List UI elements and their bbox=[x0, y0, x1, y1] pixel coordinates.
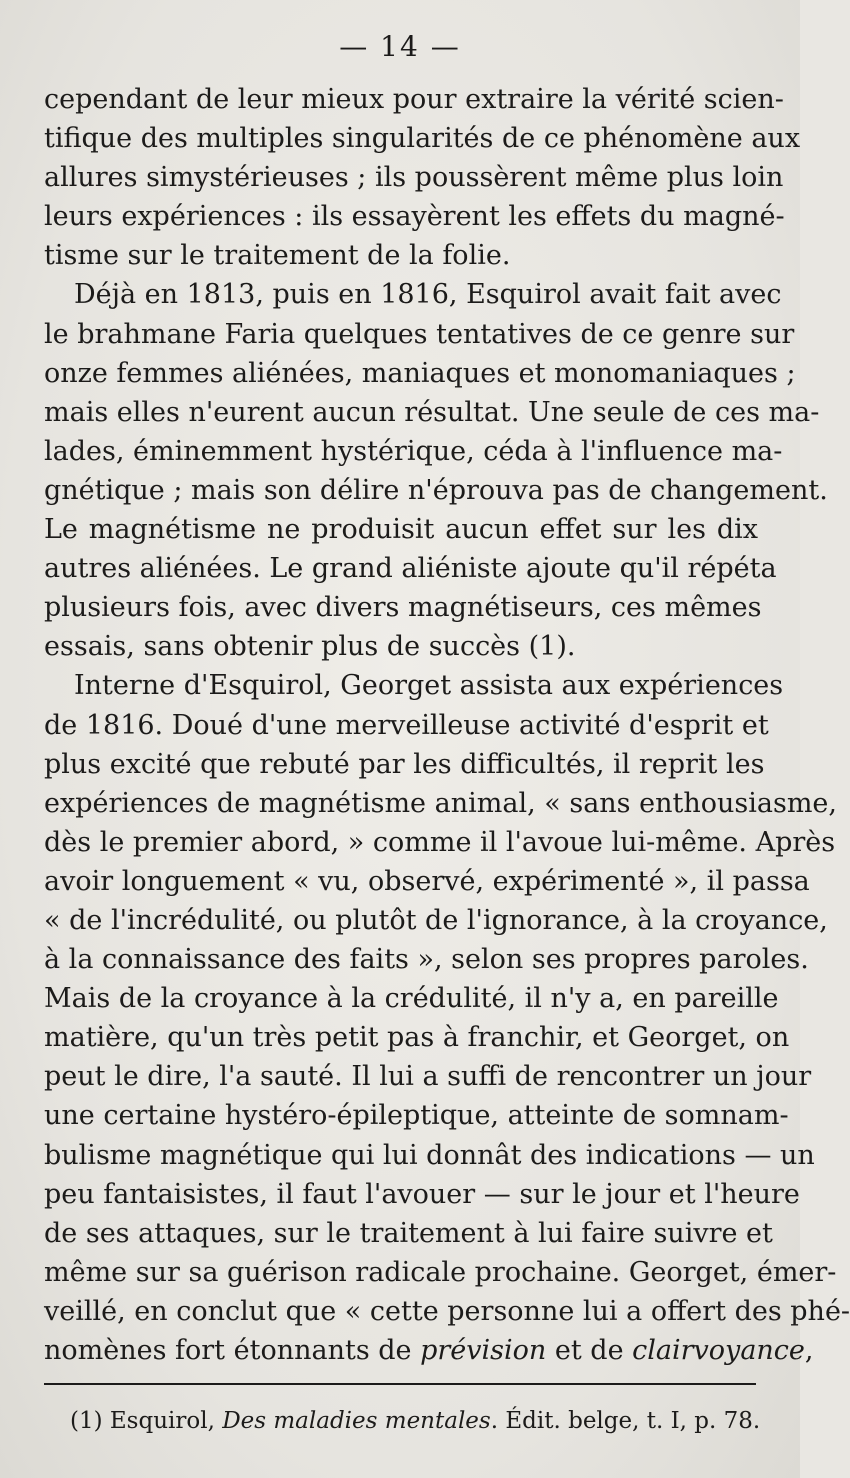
body-line: dès le premier abord, » comme il l'avoue lui-même. Après bbox=[44, 826, 836, 858]
body-line: essais, sans obtenir plus de succès (1). bbox=[44, 631, 576, 663]
body-line: veillé, en conclut que « cette personne lui a offert des phé- bbox=[44, 1295, 850, 1327]
body-line: matière, qu'un très petit pas à franchir, et Georget, on bbox=[44, 1022, 790, 1054]
body-line: de 1816. Doué d'une merveilleuse activité d'esprit et bbox=[44, 709, 769, 741]
body-line: peu fantaisistes, il faut l'avouer — sur le jour et l'heure bbox=[44, 1178, 800, 1210]
body-line: gnétique ; mais son délire n'éprouva pas de changement. bbox=[44, 474, 828, 506]
final-line-text: nomènes fort étonnants de bbox=[44, 1335, 421, 1366]
body-line: autres aliénées. Le grand aliéniste ajoute qu'il répéta bbox=[44, 553, 777, 585]
footnote-rest: . Édit. belge, t. I, p. 78. bbox=[490, 1408, 761, 1434]
footnote-marker: (1) Esquirol, bbox=[70, 1408, 223, 1434]
body-line: plusieurs fois, avec divers magnétiseurs, ces mêmes bbox=[44, 592, 762, 624]
term-prevision: prévision bbox=[420, 1335, 547, 1366]
body-line: une certaine hystéro-épileptique, atteinte de somnam- bbox=[44, 1100, 789, 1132]
body-line: onze femmes aliénées, maniaques et monomaniaques ; bbox=[44, 357, 796, 389]
body-line: leurs expériences : ils essayèrent les effets du magné- bbox=[44, 201, 785, 233]
body-line: tifique des multiples singularités de ce phénomène aux bbox=[44, 123, 801, 155]
body-line: tisme sur le traitement de la folie. bbox=[44, 240, 511, 272]
page-number: — 14 — bbox=[339, 30, 461, 63]
body-line: Interne d'Esquirol, Georget assista aux expériences bbox=[74, 670, 784, 702]
final-line-conjunction: et de bbox=[546, 1335, 633, 1366]
body-line: même sur sa guérison radicale prochaine. Georget, émer- bbox=[44, 1256, 837, 1288]
body-line: avoir longuement « vu, observé, expérimenté », il passa bbox=[44, 865, 810, 897]
term-clairvoyance: clairvoyance bbox=[632, 1335, 805, 1366]
body-text bbox=[44, 80, 850, 1370]
footnote bbox=[70, 1406, 760, 1436]
body-line: mais elles n'eurent aucun résultat. Une seule de ces ma- bbox=[44, 396, 820, 428]
body-line: expériences de magnétisme animal, « sans enthousiasme, bbox=[44, 787, 837, 819]
body-line: allures simystérieuses ; ils poussèrent même plus loin bbox=[44, 162, 784, 194]
body-line: Mais de la croyance à la crédulité, il n'y a, en pareille bbox=[44, 983, 779, 1015]
body-line: à la connaissance des faits », selon ses propres paroles. bbox=[44, 944, 809, 976]
body-line: Déjà en 1813, puis en 1816, Esquirol avait fait avec bbox=[74, 279, 782, 311]
body-line-final bbox=[44, 1331, 814, 1370]
body-line: lades, éminemment hystérique, céda à l'influence ma- bbox=[44, 435, 783, 467]
body-line: Le magnétisme ne produisit aucun effet sur les dix bbox=[44, 514, 758, 546]
footnote-title: Des maladies mentales bbox=[222, 1408, 491, 1434]
body-line: peut le dire, l'a sauté. Il lui a suffi de rencontrer un jour bbox=[44, 1061, 812, 1093]
final-line-punct: , bbox=[804, 1335, 814, 1366]
body-line: de ses attaques, sur le traitement à lui faire suivre et bbox=[44, 1217, 773, 1249]
footnote-rule bbox=[44, 1383, 756, 1385]
body-line: bulisme magnétique qui lui donnât des indications — un bbox=[44, 1139, 815, 1171]
body-line: le brahmane Faria quelques tentatives de ce genre sur bbox=[44, 318, 795, 350]
body-line: « de l'incrédulité, ou plutôt de l'ignorance, à la croyance, bbox=[44, 904, 828, 936]
body-line: plus excité que rebuté par les difficultés, il reprit les bbox=[44, 748, 765, 780]
body-line: cependant de leur mieux pour extraire la vérité scien- bbox=[44, 84, 784, 115]
